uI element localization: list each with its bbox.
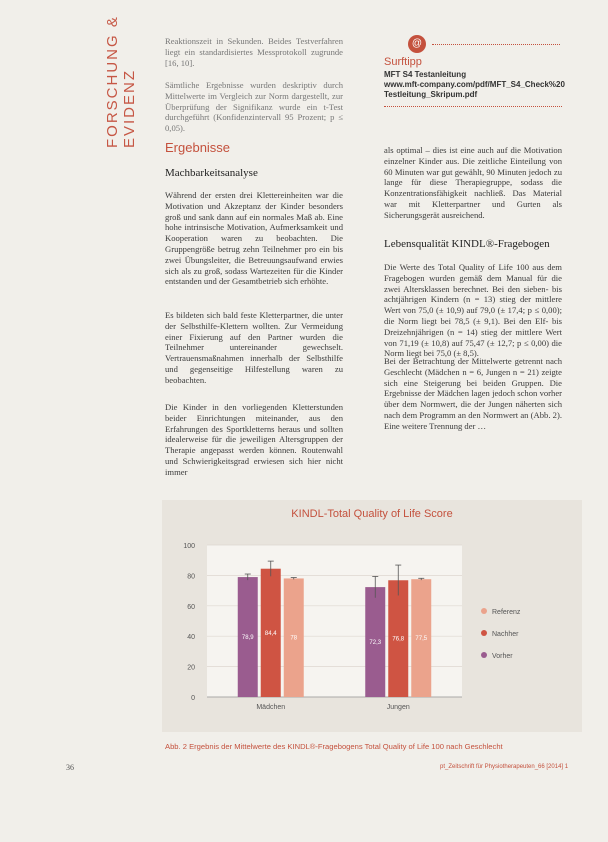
surftipp-title: Surftipp (384, 56, 422, 68)
section-label (104, 15, 144, 150)
y-tick-label: 0 (191, 695, 195, 702)
divider (432, 44, 560, 45)
legend-marker (481, 630, 487, 636)
bar-value-label: 84,4 (264, 630, 277, 637)
y-tick-label: 80 (187, 573, 195, 581)
paragraph: Während der ersten drei Klettereinheiten war die Motivation und Akzeptanz der Kinder besonders groß und sank dann auf ein normales Maß ab. Eine hohe intrinsische Motivation, Aufmerksamkeit und Kooperation waren zu beobachten. Die Gruppengröße betrug zehn Teilnehmer pro ein bis zwei Übungsleiter, die Betreuungsaufwand erwies sich als zu groß, sodass Wartezeiten für die Kinder entstanden und der Gesamtbetrieb sich erhöhte. (165, 190, 343, 287)
figure-caption: Abb. 2 Ergebnis der Mittelwerte des KINDL®-Fragebogens Total Quality of Life 100 nach Geschlecht (165, 742, 503, 751)
paragraph: Sämtliche Ergebnisse wurden deskriptiv durch Mittelwerte im Vergleich zur Norm dargestellt, zur Überprüfung der Signifikanz wurde ein t-Test durchgeführt (Konfidenzintervall 95 Prozent; p ≤ 0,05). (165, 80, 343, 134)
y-tick-label: 20 (187, 664, 195, 672)
section-label-line1: FORSCHUNG & (104, 15, 121, 148)
paragraph: Die Kinder in den vorliegenden Kletterstunden beider Einrichtungen miteinander, aus den Erfahrungen des Sportkletterns heraus und sollten idealerweise für die jeweiligen Altersgruppen der Therapie angepasst werden können. Routenwahl und Schwierigkeitsgrad erwiesen sich hier nicht immer (165, 402, 343, 477)
surftipp-link[interactable]: www.mft-company.com/pdf/MFT_S4_Check%20 (384, 80, 565, 89)
surftipp-text (384, 70, 574, 100)
paragraph: als optimal – dies ist eine auch auf die Motivation einzelner Kinder aus. Die zeitliche Einteilung von 60 Minuten war gut gewählt, 90 Minuten jedoch zu lange für diese Therapiegruppe, sodass die Konzentrationsfähigkeit nachließ. Das Material war mit Kletterpartner und Gurten als Sicherungsgerät ausreichend. (384, 145, 562, 220)
divider (384, 106, 562, 107)
y-tick-label: 40 (187, 634, 195, 642)
paragraph: Reaktionszeit in Sekunden. Beides Testverfahren liegt ein standardisiertes Messprotokoll zugrunde [16, 10]. (165, 36, 343, 68)
legend-label: Nachher (492, 631, 519, 638)
page-footer: pt_Zeitschrift für Physiotherapeuten_66 [2014] 1 (440, 764, 569, 770)
paragraph: Die Werte des Total Quality of Life 100 aus dem Fragebogen wurden gemäß dem Manual für die zwei Altersklassen berechnet. Bei den sieben- bis achtjährigen Kindern (n = 13) stieg der mittlere Wert von 75,0 (± 10,9) auf 79,0 (± 17,4; p ≤ 0,00); die Norm liegt bei 78,5 (± 9,1). Bei den Elf- bis Dreizehnjährigen (n = 14) stieg der mittlere Wert von 71,19 (± 10,8) auf 75,47 (± 12,7; p ≤ 0,00) die Norm liegt bei 75,0 (± 8,5). (384, 262, 562, 359)
legend-marker (481, 652, 487, 658)
subheading-feasibility: Machbarkeitsanalyse (165, 167, 258, 179)
legend-label: Referenz (492, 609, 521, 616)
subheading-kindl: Lebensqualität KINDL®-Fragebogen (384, 238, 550, 250)
at-icon: @ (408, 35, 426, 53)
heading-results: Ergebnisse (165, 140, 231, 155)
y-tick-label: 100 (183, 543, 195, 550)
surftipp-line: MFT S4 Testanleitung (384, 70, 467, 79)
paragraph: Bei der Betrachtung der Mittelwerte getrennt nach Geschlecht (Mädchen n = 6, Jungen n = 21) zeigte sich eine Steigerung bei beiden Gruppen. Die Ergebnisse der Mädchen lagen jedoch schon vorher über dem Normwert, die der Jungen näherten sich nach dem Programm an den Normwert an (Abb. 2). Eine weitere Trennung der … (384, 356, 562, 431)
legend-label: Vorher (492, 653, 513, 660)
paragraph: Es bildeten sich bald feste Kletterpartner, die unter der Selbsthilfe-Klettern wollten. Zur Vermeidung einer Fixierung auf den Partner wurden die Teilnehmer untereinander gewechselt. Vertrauensmaßnahmen innerhalb der Selbsthilfe und gegenseitige Hilfestellung waren zu beobachten. (165, 310, 343, 385)
section-label-line2: EVIDENZ (121, 68, 138, 148)
bar-value-label: 72,3 (369, 640, 382, 647)
legend-marker (481, 608, 487, 614)
page-number: 36 (66, 763, 74, 772)
bar-chart (162, 525, 582, 725)
bar-value-label: 78,9 (241, 635, 254, 642)
bar-value-label: 76,8 (392, 636, 405, 643)
y-tick-label: 60 (187, 603, 195, 611)
bar-value-label: 78 (290, 635, 298, 642)
bar-value-label: 77,5 (415, 636, 428, 643)
surftipp-link[interactable]: Testleitung_Skripum.pdf (384, 90, 478, 99)
x-tick-label: Jungen (386, 704, 410, 711)
x-tick-label: Mädchen (256, 704, 286, 711)
chart-title: KINDL-Total Quality of Life Score (291, 508, 453, 520)
